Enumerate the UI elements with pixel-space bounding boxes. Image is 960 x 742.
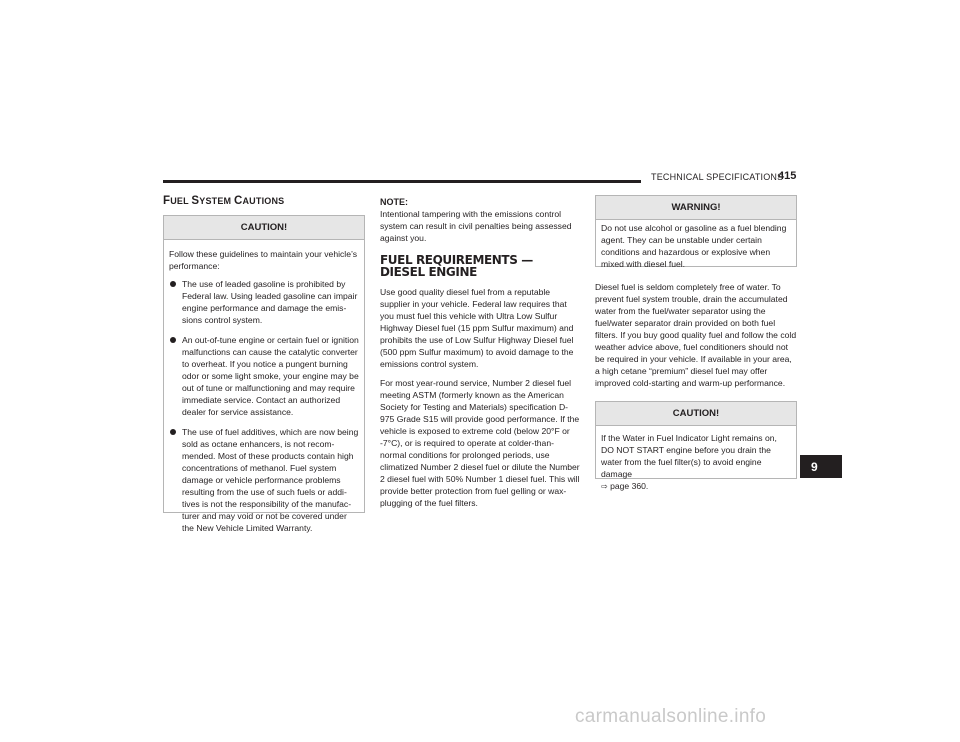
caution-box-body xyxy=(164,240,364,548)
caution-2-text: If the Water in Fuel Indicator Light remains on, DO NOT START engine before you drain the water from the fuel filter(s) to avoid engine damage xyxy=(601,433,777,479)
page-number: 415 xyxy=(778,170,797,182)
caution-box-2-title: CAUTION! xyxy=(596,402,796,426)
bullet-icon xyxy=(170,281,176,287)
warning-box-body: Do not use alcohol or gasoline as a fuel blending agent. They can be unstable under certain conditions and hazardous or explosive when mixed with diesel fuel. xyxy=(601,223,787,269)
bullet-icon xyxy=(170,429,176,435)
water-paragraph: Diesel fuel is seldom completely free of water. To prevent fuel system trouble, drain the accumulated water from the fuel/water separator using the fuel/water separator drain provided on both fuel filters. If you buy good quality fuel and follow the cold weather advice above, fuel conditioners should not be required in your vehicle. If available in your area, a high cetane “premium” diesel fuel may offer improved cold-starting and warm-up performance. xyxy=(595,282,797,388)
right-column-paragraph xyxy=(595,281,797,396)
caution-box-2-body xyxy=(596,426,796,499)
list-item: The use of fuel additives, which are now being sold as octane enhancers, is not recommended. Most of these products contain high concentrations of methanol. Fuel system damage or vehicle performance problems resulting from the use of such fuels or additives is not the responsibility of the manufacturer and may void or not be covered under the New Vehicle Limited Warranty. xyxy=(169,426,359,534)
header-rule xyxy=(163,180,641,183)
watermark: carmanualsonline.info xyxy=(575,706,767,727)
page-reference-arrow-icon: ⇨ xyxy=(601,482,608,491)
diesel-heading: FUEL REQUIREMENTS — DIESEL ENGINE xyxy=(380,253,533,279)
note-text: Intentional tampering with the emissions control system can result in civil penalties being assessed against you. xyxy=(380,209,572,243)
warning-box xyxy=(595,195,797,267)
warning-box-title: WARNING! xyxy=(596,196,796,220)
middle-column xyxy=(380,196,580,516)
diesel-paragraph-1: Use good quality diesel fuel from a reputable supplier in your vehicle. Federal law requires that you must fuel this vehicle with Ultra Low Sulfur Highway Diesel fuel (15 ppm Sulfur maximum) and prohibits the use of Low Sulfur Highway Diesel fuel (500 ppm Sulfur maximum) to avoid damage to the emissions control system. xyxy=(380,287,574,369)
diesel-paragraph-2: For most year-round service, Number 2 diesel fuel meeting ASTM (formerly known as the American Society for Testing and Materials) specification D-975 Grade S15 will provide good performance. If the vehicle is exposed to extreme cold (below 20°F or -7°C), or is required to operate at colder-than-normal conditions for prolonged periods, use climatized Number 2 diesel fuel or dilute the Number 2 diesel fuel with 50% Number 1 diesel fuel. This will provide better protection from fuel gelling or wax-plugging of the fuel filters. xyxy=(380,378,580,508)
caution-bullet-list xyxy=(169,278,359,534)
caution-box-title: CAUTION! xyxy=(164,216,364,240)
bullet-icon xyxy=(170,337,176,343)
running-header: TECHNICAL SPECIFICATIONS xyxy=(651,172,784,182)
page-reference-link[interactable]: page 360. xyxy=(610,481,649,491)
chapter-tab: 9 xyxy=(800,455,842,478)
list-item: The use of leaded gasoline is prohibited by Federal law. Using leaded gasoline can impair engine performance and damage the emissions control system. xyxy=(169,278,359,326)
list-item: An out-of-tune engine or certain fuel or ignition malfunctions can cause the catalytic converter to overheat. If you notice a pungent burning odor or some light smoke, your engine may be out of tune or malfunctioning and may require immediate service. Contact an authorized dealer for service assistance. xyxy=(169,334,359,418)
caution-box-water xyxy=(595,401,797,491)
caution-box-emissions xyxy=(163,215,365,533)
caution-intro: Follow these guidelines to maintain your vehicle’s performance: xyxy=(169,249,358,271)
note-label: NOTE: xyxy=(380,197,408,207)
section-title: FUEL SYSTEM CAUTIONS xyxy=(163,195,285,207)
